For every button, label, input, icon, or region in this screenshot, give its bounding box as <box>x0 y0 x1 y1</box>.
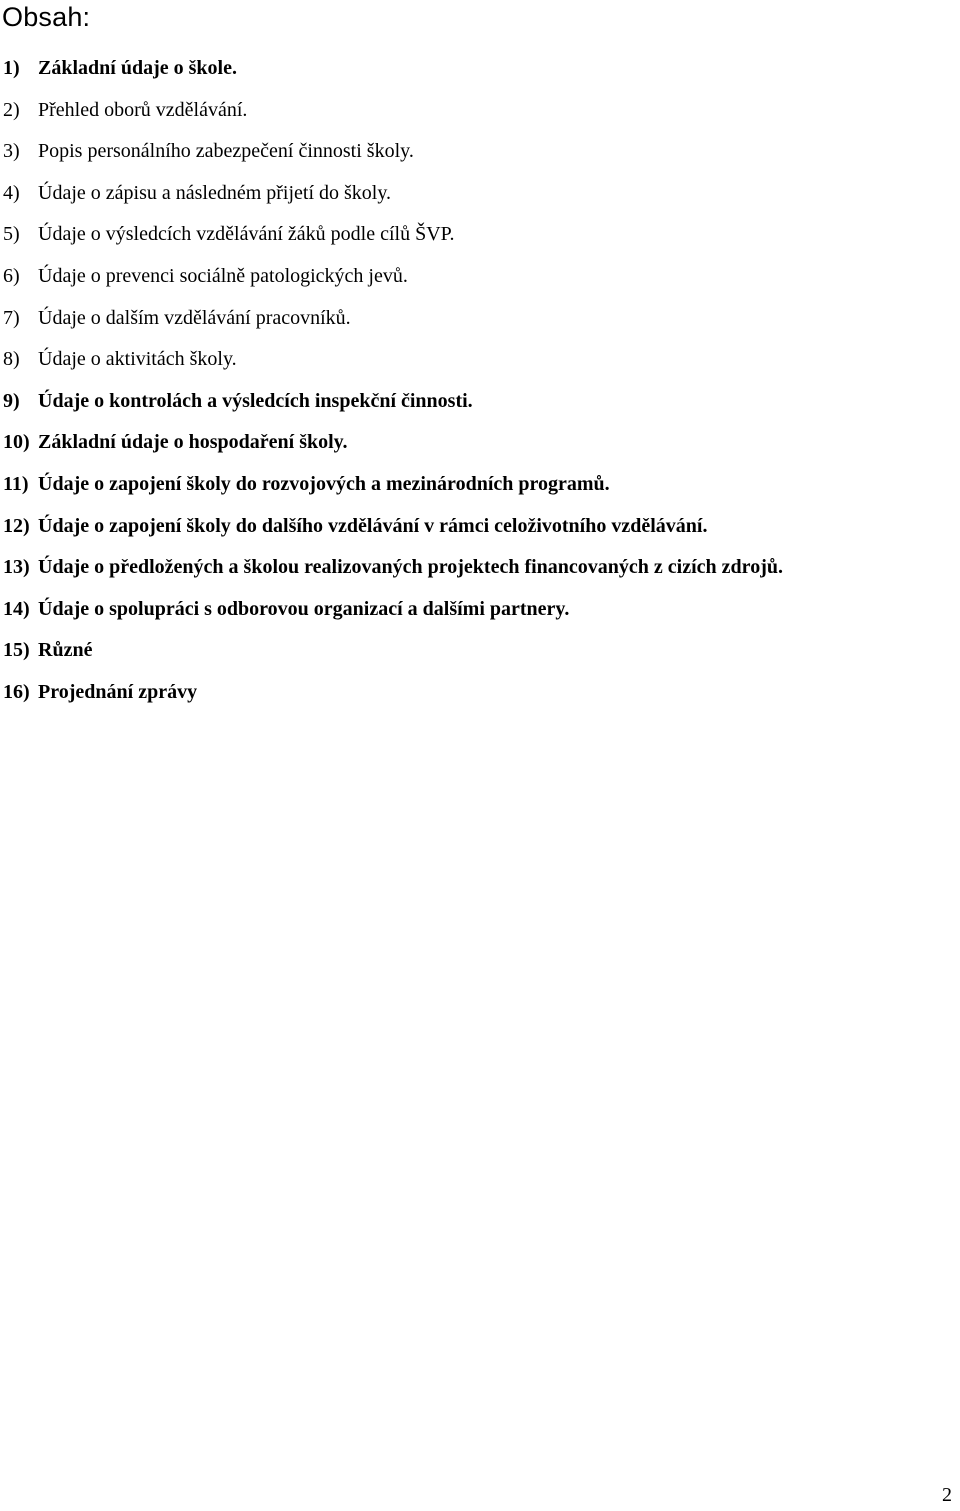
toc-item-text: Projednání zprávy <box>38 680 198 703</box>
toc-item-15 <box>0 630 783 672</box>
toc-item-7 <box>0 298 783 340</box>
toc-item-number: 15) <box>3 639 30 662</box>
toc-item-number: 7) <box>3 306 20 329</box>
table-of-contents <box>0 48 783 714</box>
toc-item-9 <box>0 381 783 423</box>
toc-item-2 <box>0 90 783 132</box>
toc-item-text: Údaje o zápisu a následném přijetí do školy. <box>38 181 392 204</box>
toc-item-12 <box>0 506 783 548</box>
toc-item-text: Údaje o dalším vzdělávání pracovníků. <box>38 306 351 329</box>
toc-item-6 <box>0 256 783 298</box>
toc-item-text: Údaje o prevenci sociálně patologických jevů. <box>38 264 408 287</box>
page-number: 2 <box>942 1484 952 1506</box>
toc-item-text: Údaje o spolupráci s odborovou organizací a dalšími partnery. <box>38 597 570 620</box>
toc-item-number: 13) <box>3 556 30 579</box>
toc-item-text: Údaje o předložených a školou realizovaných projektech financovaných z cizích zdrojů. <box>38 556 783 579</box>
toc-item-8 <box>0 339 783 381</box>
toc-item-text: Základní údaje o hospodaření školy. <box>38 431 348 454</box>
page-title: Obsah: <box>2 2 91 32</box>
toc-item-number: 2) <box>3 98 20 121</box>
toc-item-number: 9) <box>3 389 20 412</box>
toc-item-number: 16) <box>3 680 30 703</box>
toc-item-text: Údaje o zapojení školy do dalšího vzdělávání v rámci celoživotního vzdělávání. <box>38 514 708 537</box>
toc-item-3 <box>0 131 783 173</box>
toc-item-text: Základní údaje o škole. <box>38 57 237 79</box>
toc-item-number: 3) <box>3 140 20 163</box>
toc-item-text: Údaje o výsledcích vzdělávání žáků podle cílů ŠVP. <box>38 223 455 246</box>
toc-item-text: Údaje o zapojení školy do rozvojových a mezinárodních programů. <box>38 472 610 495</box>
toc-item-text: Popis personálního zabezpečení činnosti školy. <box>38 140 414 163</box>
toc-item-10 <box>0 422 783 464</box>
toc-item-text: Údaje o kontrolách a výsledcích inspekční činnosti. <box>38 389 473 412</box>
toc-item-5 <box>0 214 783 256</box>
toc-item-number: 10) <box>3 431 30 454</box>
toc-item-13 <box>0 547 783 589</box>
toc-item-number: 6) <box>3 264 20 287</box>
toc-item-11 <box>0 464 783 506</box>
toc-item-number: 14) <box>3 597 30 620</box>
toc-item-4 <box>0 173 783 215</box>
toc-item-text: Údaje o aktivitách školy. <box>38 348 237 371</box>
toc-item-number: 1) <box>3 57 20 79</box>
toc-item-text: Přehled oborů vzdělávání. <box>38 98 248 121</box>
toc-item-1 <box>0 48 783 90</box>
toc-item-number: 5) <box>3 223 20 246</box>
toc-item-number: 4) <box>3 181 20 204</box>
toc-item-number: 8) <box>3 348 20 371</box>
toc-item-14 <box>0 589 783 631</box>
toc-item-16 <box>0 672 783 714</box>
toc-item-number: 11) <box>3 472 29 495</box>
toc-item-number: 12) <box>3 514 30 537</box>
toc-item-text: Různé <box>38 639 93 662</box>
